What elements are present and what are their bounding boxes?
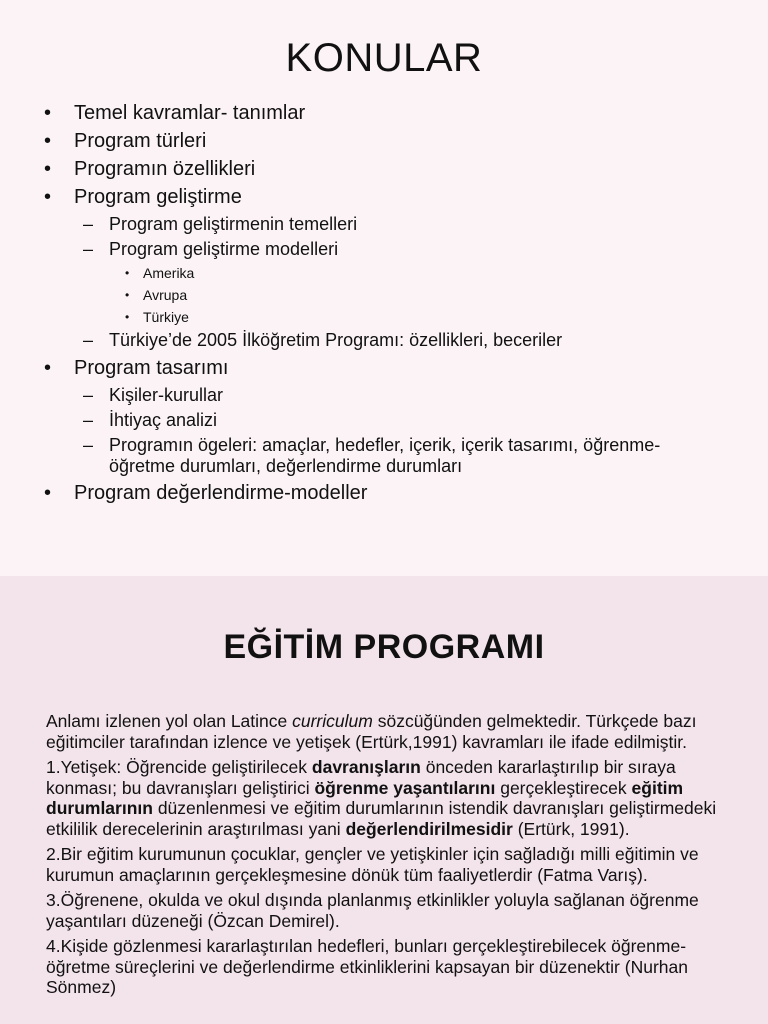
bullet-icon: • [44,186,52,208]
slide-title: KONULAR [285,36,483,80]
list-item-text: Program geliştirme [74,186,242,208]
text-run: düzenlenmesi ve eğitim durumlarının istendik davranışları geliştirmedeki etkililik derecelerinin araştırılması yani [46,798,717,839]
sub-list-item [83,435,661,456]
text-run: önceden kararlaştırılıp bir sıraya konması; bu davranışları geliştirici [46,757,676,798]
bold-term: eğitim durumlarının [46,777,684,818]
paragraph-definition-3: 3.Öğrenene, okulda ve okul dışında planlanmış etkinlikler yoluyla sağlanan öğrenme yaşantıları düzeneği (Özcan Demirel). [46,890,699,931]
sub-list-item [83,330,563,351]
text-run: gerçekleştirecek [495,777,632,798]
list-item [44,186,242,209]
dash-icon: – [83,214,94,234]
slide-egitim-programi [0,576,768,1024]
dash-icon: – [83,435,94,455]
sub-sub-list-item [125,309,189,325]
italic-term: curriculum [292,711,373,731]
list-item-text: Temel kavramlar- tanımlar [74,102,306,124]
sub-list-item [83,214,358,235]
bold-term: öğrenme yaşantılarını [314,777,496,798]
list-item-text: Program değerlendirme-modeller [74,482,368,504]
paragraph-definition-2: 2.Bir eğitim kurumunun çocuklar, gençler ve yetişkinler için sağladığı milli eğitimin ve kurumun amaçlarının gerçekleşmesine dönük tüm faaliyetlerdir (Fatma Varış). [46,844,699,885]
slide-title: EĞİTİM PROGRAMI [223,628,545,666]
list-item-text: Program geliştirmenin temelleri [109,214,358,234]
bullet-icon: • [44,482,52,504]
dash-icon: – [83,239,94,259]
sub-list-item [83,385,224,406]
list-item-text: Türkiye [143,309,189,325]
list-item-text: Türkiye’de 2005 İlköğretim Programı: özellikleri, beceriler [109,330,563,350]
text-run: 1.Yetişek: Öğrencide geliştirilecek [46,757,312,777]
sub-list-item [83,410,218,431]
list-item-text: Programın ögeleri: amaçlar, hedefler, içerik, içerik tasarımı, öğrenme- [109,435,661,455]
bullet-icon: • [44,102,52,124]
sub-sub-list-item [125,265,195,281]
bold-term: davranışların [311,757,421,777]
bullet-icon: • [44,357,52,379]
list-item-text: Avrupa [143,287,188,303]
sub-sub-list-item [125,287,188,303]
list-item [44,482,368,505]
list-item-text: Program geliştirme modelleri [109,239,339,259]
bold-term: değerlendirilmesidir [345,818,513,839]
paragraph-definition-4: 4.Kişide gözlenmesi kararlaştırılan hedefleri, bunları gerçekleştirebilecek öğrenme-öğretme süreçlerini ve değerlendirme etkinliklerini kapsayan bir düzenektir (Nurhan Sönmez) [46,936,688,997]
slide-body [46,711,736,1003]
bullet-icon: • [125,310,130,324]
text-run: sözcüğünden gelmektedir. Türkçede bazı eğitimciler tarafından izlence ve yetişek (Ertürk,1991) kavramları ile ifade edilmiştir. [46,711,697,752]
dash-icon: – [83,330,94,350]
list-item-text: Amerika [143,265,195,281]
list-item-text: Program türleri [74,130,207,152]
list-item-text: öğretme durumları, değerlendirme durumları [109,456,463,476]
dash-icon: – [83,385,94,405]
list-item-text: İhtiyaç analizi [109,410,218,430]
list-item [44,357,229,380]
sub-list-item [83,239,339,260]
paragraph-intro [46,711,736,752]
text-run: Anlamı izlenen yol olan Latince [46,711,293,731]
list-item [44,102,306,125]
list-item-text: Programın özellikleri [74,158,256,180]
list-item [44,158,256,181]
paragraph-definition-1 [46,757,736,839]
bullet-icon: • [44,130,52,152]
list-item [44,130,207,153]
bullet-icon: • [44,158,52,180]
list-item-text: Program tasarımı [74,357,229,379]
bullet-icon: • [125,266,130,280]
dash-icon: – [83,410,94,430]
bullet-icon: • [125,288,130,302]
sub-list-item-continuation [109,456,462,477]
list-item-text: Kişiler-kurullar [109,385,224,405]
text-run: (Ertürk, 1991). [512,818,630,839]
